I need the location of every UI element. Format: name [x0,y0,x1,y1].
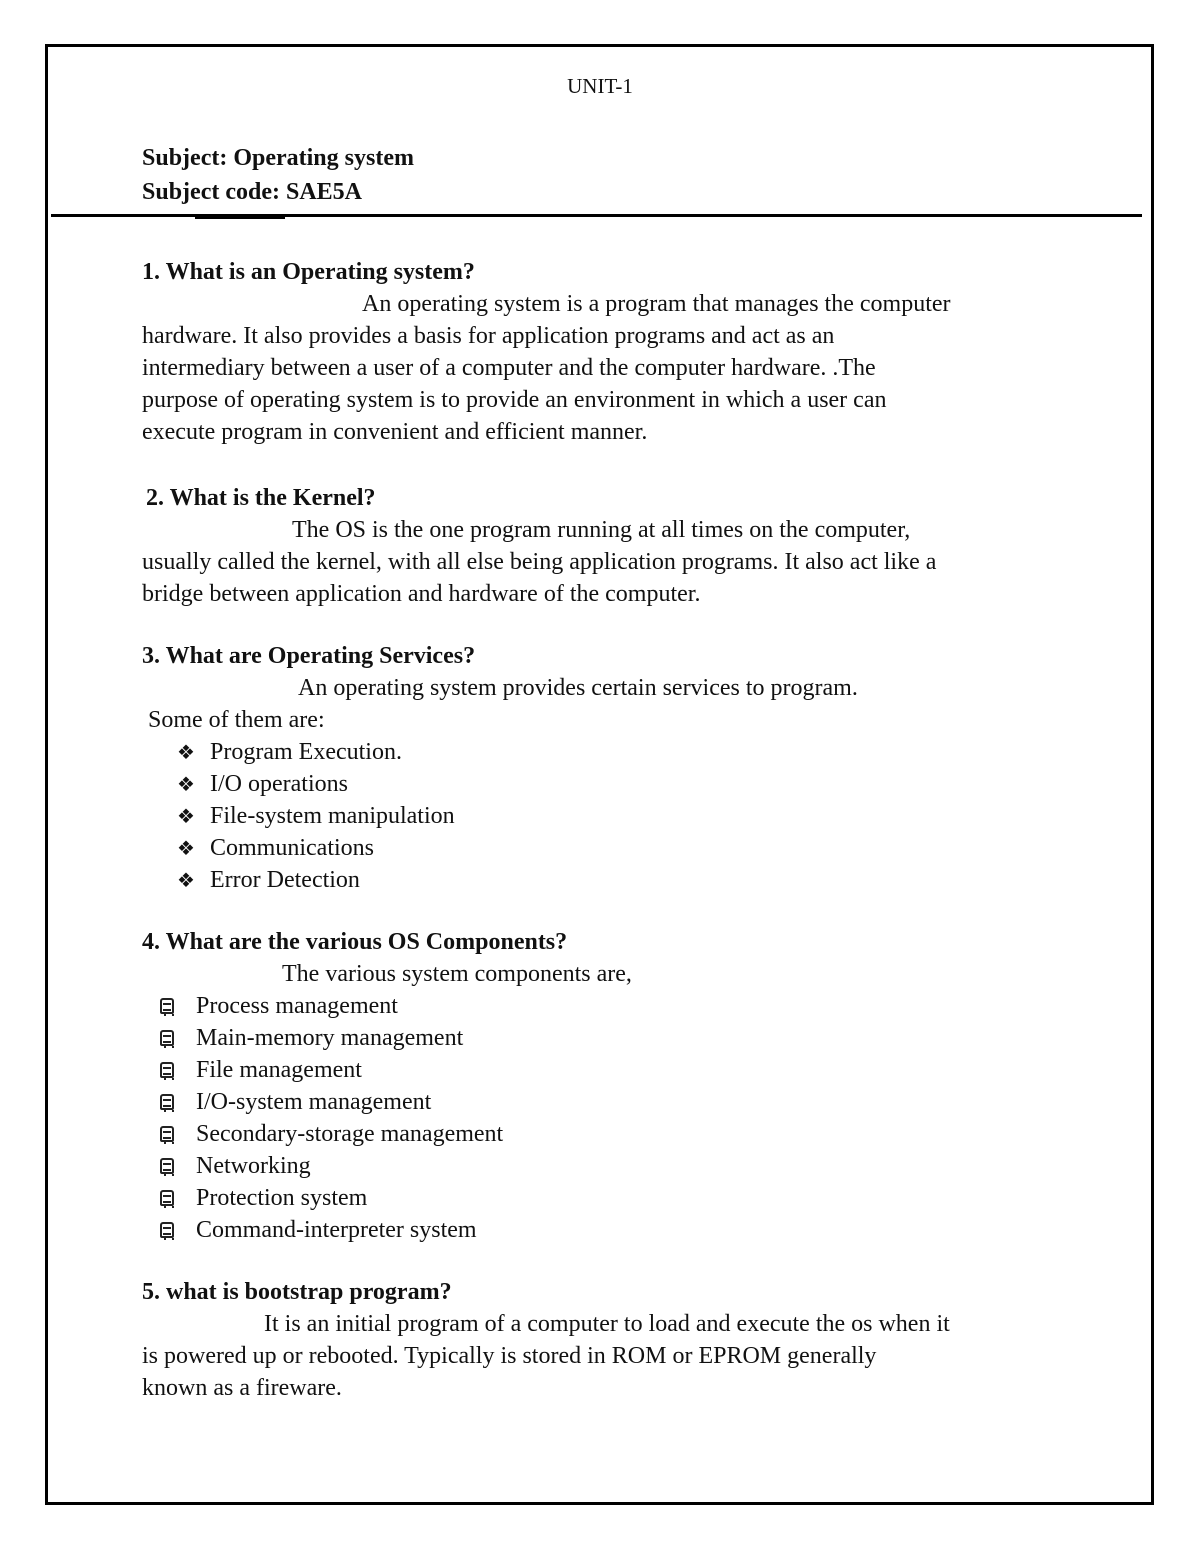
list-item [142,1118,1067,1150]
list-item [142,832,1067,864]
answer-line: hardware. It also provides a basis for application programs and act as an [142,323,835,349]
bus-icon [160,1094,174,1110]
bus-icon [160,1190,174,1206]
bus-icon [160,1030,174,1046]
list-item-label: File-system manipulation [210,803,455,829]
list-item-label: Secondary-storage management [196,1121,504,1147]
bus-icon [160,1222,174,1238]
list-item [142,768,1067,800]
question-heading: 3. What are Operating Services? [142,643,476,669]
header-divider-accent [195,217,285,219]
bus-icon [160,998,174,1014]
list-item [142,990,1067,1022]
section-3 [142,640,1067,896]
bus-icon [160,1062,174,1078]
list-item [142,736,1067,768]
list-item [142,1182,1067,1214]
bus-icon [160,1126,174,1142]
list-item [142,864,1067,896]
subject-code: Subject code: SAE5A [142,179,362,205]
answer-line: execute program in convenient and efficient manner. [142,419,648,445]
answer-line: The various system components are, [282,961,632,987]
list-item-label: I/O-system management [196,1089,432,1115]
subject-title: Subject: Operating system [142,145,414,171]
document-body [142,256,1067,1434]
list-item [142,1150,1067,1182]
list-item-label: Command-interpreter system [196,1217,477,1243]
components-list [142,990,1067,1246]
section-5 [142,1276,1067,1404]
answer-line: known as a fireware. [142,1375,342,1401]
list-item-label: Main-memory management [196,1025,464,1051]
diamond-bullet-icon: ❖ [177,868,195,892]
answer-line: An operating system provides certain services to program. [298,675,858,701]
list-item [142,800,1067,832]
services-list [142,736,1067,896]
answer-line: bridge between application and hardware of the computer. [142,581,701,607]
unit-title: UNIT-1 [567,74,633,98]
question-heading: 1. What is an Operating system? [142,259,475,285]
list-item-label: Networking [196,1153,311,1179]
answer-line: An operating system is a program that manages the computer [362,291,951,317]
list-item-label: Program Execution. [210,739,402,765]
answer-line: It is an initial program of a computer to load and execute the os when it [264,1311,950,1337]
list-item-label: Communications [210,835,374,861]
answer-line: Some of them are: [148,707,325,733]
section-4 [142,926,1067,1246]
diamond-bullet-icon: ❖ [177,740,195,764]
answer-line: purpose of operating system is to provide an environment in which a user can [142,387,887,413]
list-item-label: File management [196,1057,362,1083]
list-item [142,1214,1067,1246]
list-item [142,1054,1067,1086]
list-item-label: Error Detection [210,867,360,893]
list-item [142,1022,1067,1054]
question-heading: 5. what is bootstrap program? [142,1279,452,1305]
list-item-label: Process management [196,993,398,1019]
question-heading: 4. What are the various OS Components? [142,929,568,955]
bus-icon [160,1158,174,1174]
list-item-label: I/O operations [210,771,348,797]
answer-line: The OS is the one program running at all times on the computer, [292,517,911,543]
answer-line: intermediary between a user of a computer and the computer hardware. .The [142,355,876,381]
question-heading: 2. What is the Kernel? [146,485,376,511]
diamond-bullet-icon: ❖ [177,804,195,828]
answer-line: is powered up or rebooted. Typically is stored in ROM or EPROM generally [142,1343,877,1369]
list-item-label: Protection system [196,1185,368,1211]
list-item [142,1086,1067,1118]
answer-line: usually called the kernel, with all else being application programs. It also act like a [142,549,937,575]
diamond-bullet-icon: ❖ [177,836,195,860]
diamond-bullet-icon: ❖ [177,772,195,796]
section-1 [142,256,1067,448]
section-2 [142,482,1067,610]
